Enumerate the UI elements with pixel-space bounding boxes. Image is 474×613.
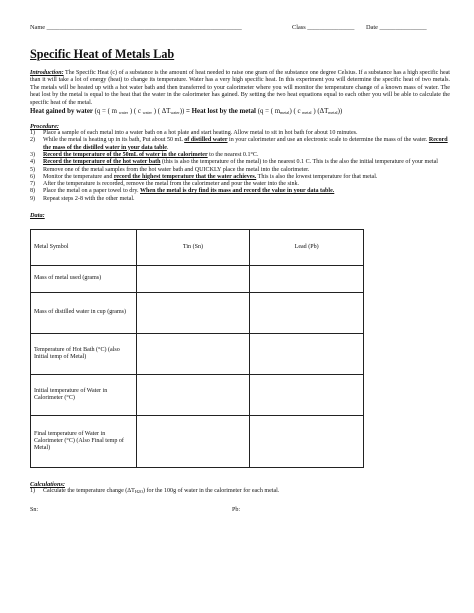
table-cell-input[interactable]	[250, 293, 364, 334]
table-row	[31, 334, 364, 375]
eq-part: ) ( c	[129, 108, 141, 116]
emphasis-text: Record the temperature of the hot water bath	[43, 159, 161, 166]
column-header-lead: Lead (Pb)	[250, 230, 364, 266]
item-number: 7)	[30, 181, 36, 188]
table-cell-label: Temperature of Hot Bath (°C) (also Initial temp of Metal)	[31, 334, 137, 375]
item-number: 1)	[30, 130, 36, 137]
class-field: Class _______________	[292, 24, 355, 31]
eq-sub: metal	[328, 110, 338, 116]
list-item	[30, 167, 450, 174]
calculations-list	[30, 488, 450, 495]
emphasis-text: Record the mass of the distilled water in your data table	[43, 137, 448, 151]
heat-lost-label: = Heat lost by the metal	[186, 108, 256, 116]
emphasis-text: record the highest temperature that the water achieves.	[113, 173, 257, 180]
table-row	[31, 293, 364, 334]
text-run: to the nearest 0.1°C.	[207, 151, 259, 158]
pb-answer-label: Pb:	[232, 507, 241, 514]
emphasis-text: of distilled water	[184, 137, 228, 144]
data-heading: Data:	[30, 212, 45, 219]
item-number: 9)	[30, 195, 36, 202]
list-item	[30, 137, 450, 152]
table-row	[31, 375, 364, 416]
text-run: Calculate the temperature change (ΔT	[43, 488, 135, 494]
eq-sub: metal	[280, 110, 290, 116]
introduction-text: The Specific Heat (c) of a substance is the amount of heat needed to raise one gram of the substance one degree Celsius. If a substance has a high specific heat than it will take a lot of energy (heat) to change its temperature. Water has a very high specific heat. In this experiment you will determine the specific heat of two metals. The metals will be heated up with a hot water bath and then transferred to your calorimeter where you will monitor the temperature change of a known mass of water. The heat lost by the metal is equal to the heat that the water in the calorimeter has gained. By setting the two heat equations equal to each other you will be able to calculate the specific heat of the metal.	[30, 70, 450, 106]
item-number: 8)	[30, 188, 36, 195]
date-field: Date _______________	[366, 24, 427, 31]
list-item	[30, 159, 450, 166]
page-title: Specific Heat of Metals Lab	[30, 47, 175, 61]
item-number: 4)	[30, 159, 36, 166]
table-cell-input[interactable]	[136, 416, 250, 468]
table-cell-input[interactable]	[136, 293, 250, 334]
item-text: Place a sample of each metal into a water bath on a hot plate and start heating. Allow metal to sit in hot bath for about 10 minutes.	[43, 130, 358, 137]
eq-part: (q = ( m	[94, 108, 118, 116]
eq-sub: water	[170, 110, 180, 116]
list-item	[30, 196, 450, 203]
item-number: 1)	[30, 488, 36, 494]
table-cell-input[interactable]	[136, 266, 250, 293]
item-text	[43, 188, 334, 195]
answer-labels	[30, 507, 450, 516]
eq-part: ))	[337, 108, 343, 116]
eq-sub: water	[118, 110, 129, 116]
text-run: ) for the 100g of water in the calorimeter for each metal.	[143, 488, 280, 494]
table-cell-input[interactable]	[250, 266, 364, 293]
list-item	[30, 488, 450, 495]
text-run: in your calorimeter and use an electronic scale to determine the mass of the water.	[227, 137, 429, 144]
eq-part: ))	[179, 108, 185, 116]
introduction-paragraph	[30, 70, 450, 107]
emphasis-text: When the metal is dry find its mass and record the value in your data table.	[140, 188, 335, 195]
data-table	[30, 229, 364, 468]
table-row	[31, 230, 364, 266]
item-text: Remove one of the metal samples from the hot water bath and QUICKLY place the metal into the calorimeter.	[43, 166, 310, 173]
table-cell-input[interactable]	[250, 334, 364, 375]
item-text: Repeat steps 2-8 with the other metal.	[43, 195, 135, 202]
table-cell-input[interactable]	[250, 416, 364, 468]
subscript: H2O	[134, 489, 144, 494]
item-text	[43, 174, 377, 181]
eq-sub: water	[142, 110, 152, 116]
header-line	[30, 24, 450, 33]
item-text	[43, 137, 450, 152]
table-cell-label: Mass of metal used (grams)	[31, 266, 137, 293]
item-text	[43, 488, 279, 495]
list-item	[30, 174, 450, 181]
eq-sub: metal	[302, 110, 312, 116]
list-item	[30, 188, 450, 195]
heat-equation	[30, 108, 450, 115]
item-text: After the temperature is recorded, remove the metal from the calorimeter and pour the water into the sink.	[43, 181, 300, 188]
list-item	[30, 181, 450, 188]
item-number: 3)	[30, 151, 36, 158]
item-number: 2)	[30, 137, 36, 144]
text-run: While the metal is heating up in its bath, Put about 50 mL	[43, 137, 185, 144]
eq-part: (q = ( m	[257, 108, 281, 116]
text-run: .	[166, 144, 169, 151]
eq-part: ) ( c	[289, 108, 301, 116]
calculations-heading: Calculations:	[30, 481, 65, 488]
text-run: Monitor the temperature and	[43, 173, 114, 180]
procedure-list	[30, 130, 450, 203]
eq-part: ) ( ΔT	[153, 108, 171, 116]
emphasis-text: Record the temperature of the 50mL of water in the calorimeter	[43, 151, 208, 158]
table-cell-input[interactable]	[250, 375, 364, 416]
eq-part: ) (ΔT	[313, 108, 329, 116]
table-row	[31, 266, 364, 293]
table-cell-input[interactable]	[136, 334, 250, 375]
text-run: Place the metal on a paper towel to dry.	[43, 188, 140, 195]
table-cell-input[interactable]	[136, 375, 250, 416]
column-header-tin: Tin (Sn)	[136, 230, 250, 266]
item-text	[43, 159, 438, 166]
procedure-heading: Procedure:	[30, 123, 60, 131]
text-run: This is also the lowest temperature for that metal.	[256, 173, 378, 180]
table-row	[31, 416, 364, 468]
table-cell-label: Metal Symbol	[31, 230, 137, 266]
item-number: 5)	[30, 166, 36, 173]
introduction-label: Introduction:	[30, 70, 64, 76]
table-cell-label: Mass of distilled water in cup (grams)	[31, 293, 137, 334]
text-run: (this is also the temperature of the metal) to the nearest 0.1 C. This is the also the initial temperature of your metal	[160, 159, 438, 166]
heat-gained-label: Heat gained by water	[30, 108, 93, 116]
worksheet-page	[30, 24, 450, 516]
item-number: 6)	[30, 173, 36, 180]
table-cell-label: Final temperature of Water in Calorimeter (°C) (Also Final temp of Metal)	[31, 416, 137, 468]
sn-answer-label: Sn:	[30, 507, 39, 514]
table-cell-label: Initial temperature of Water in Calorimeter (°C)	[31, 375, 137, 416]
name-field: Name ______________________________________________________________	[30, 24, 242, 31]
